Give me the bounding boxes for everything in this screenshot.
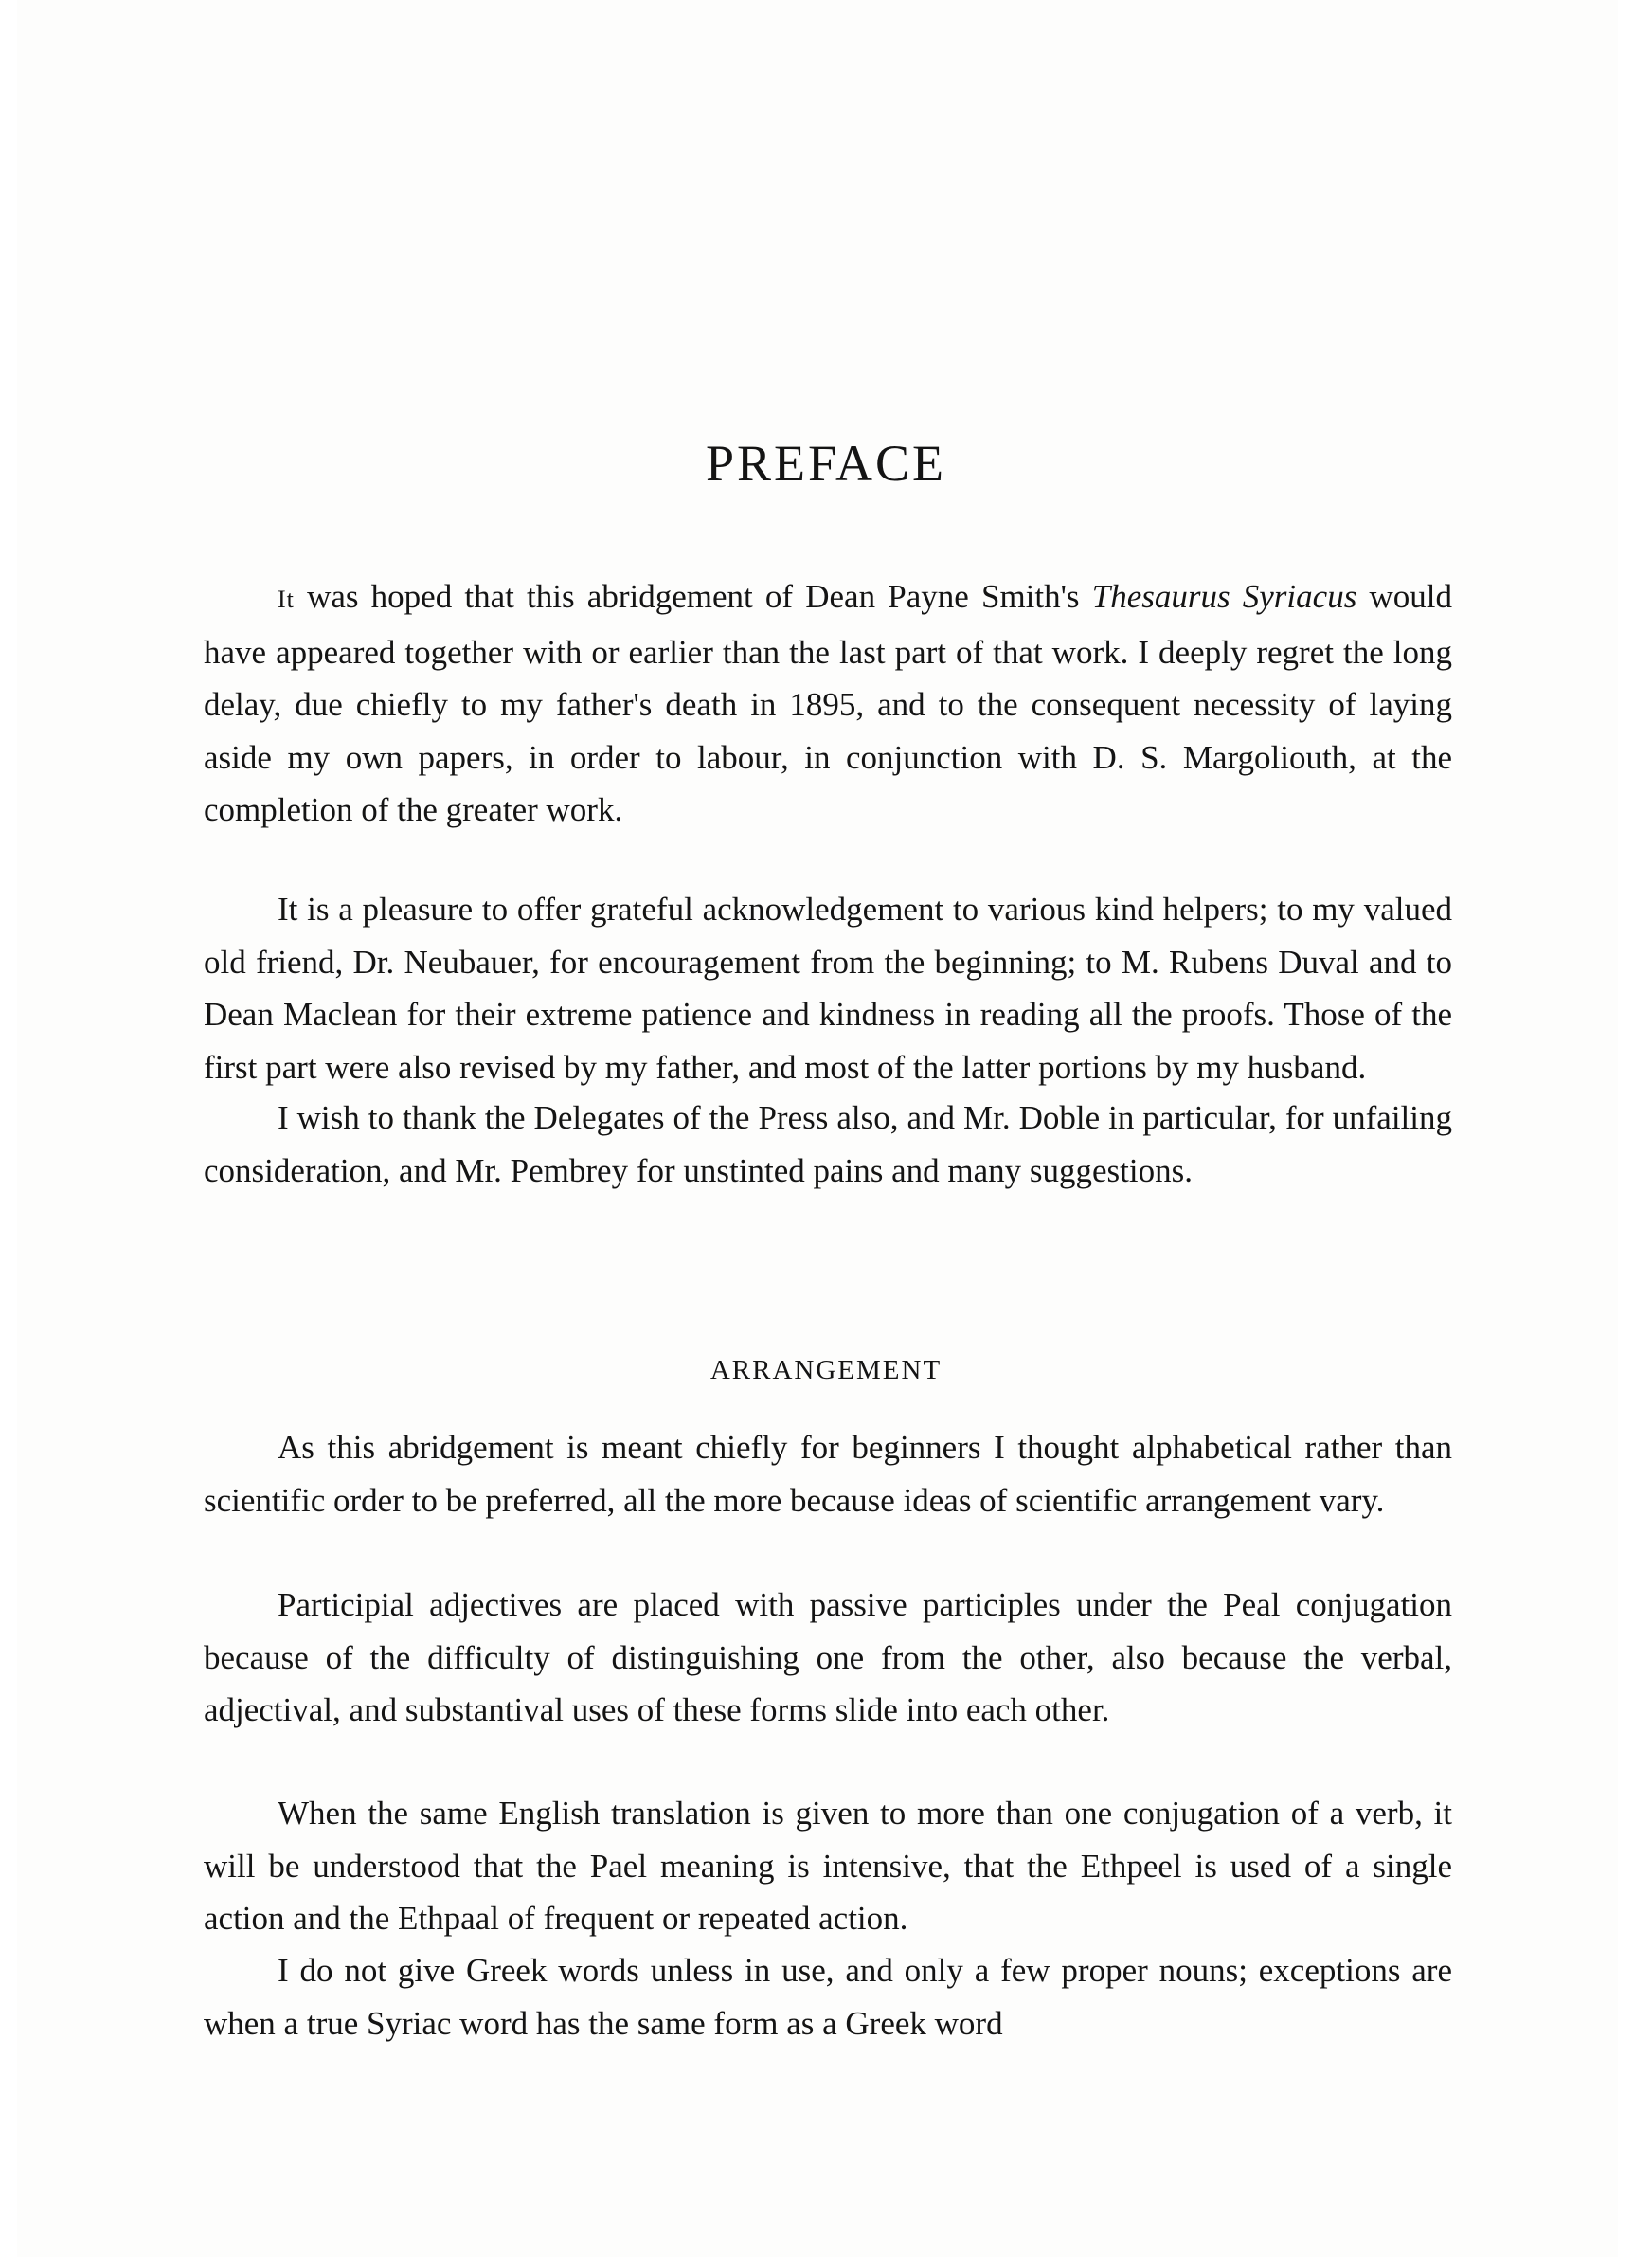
paragraph-conjugations: When the same English translation is given to more than one conjugation of a verb, it will be understood that the Pael meaning is intensive, that the Ethpeel is used of a single action and the Ethpaal of frequent or repeated action. (204, 1795, 1452, 1937)
paragraph-participial-adjectives: Participial adjectives are placed with passive participles under the Peal conjugation because of the difficulty of distinguishing one from the other, also because the verbal, adjectival, and substantival uses of these forms slide into each other. (204, 1586, 1452, 1728)
page-title: PREFACE (705, 435, 947, 492)
book-title-italic: Thesaurus Syriacus (1091, 578, 1357, 615)
paragraph-intro-part1: was hoped that this abridgement of Dean Payne Smith's (294, 578, 1092, 615)
paragraph-thanks: I wish to thank the Delegates of the Press also, and Mr. Doble in particular, for unfailing consideration, and Mr. Pembrey for unstinted pains and many suggestions. (204, 1099, 1452, 1189)
paragraph-greek-words: I do not give Greek words unless in use, and only a few proper nouns; exceptions are when a true Syriac word has the same form as a Greek word (204, 1952, 1452, 2042)
paragraph-acknowledgements: It is a pleasure to offer grateful acknowledgement to various kind helpers; to my valued old friend, Dr. Neubauer, for encouragement from the beginning; to M. Rubens Duval and to Dean Maclean for their extreme patience and kindness in reading all the proofs. Those of the first part were also revised by my father, and most of the latter portions by my husband. (204, 891, 1452, 1086)
paragraph-alphabetical-order: As this abridgement is meant chiefly for beginners I thought alphabetical rather than scientific order to be preferred, all the more because ideas of scientific arrangement vary. (204, 1429, 1452, 1519)
small-caps-lead: It (278, 586, 295, 613)
paragraph-intro (204, 570, 1452, 837)
section-heading: ARRANGEMENT (709, 1355, 943, 1385)
paragraph-intro-part2: would have appeared together with or earlier than the last part of that work. I deeply regret the long delay, due chiefly to my father's death in 1895, and to the consequent necessity of laying aside my own papers, in order to labour, in conjunction with D. S. Margoliouth, at the completion of the greater work. (204, 578, 1452, 828)
